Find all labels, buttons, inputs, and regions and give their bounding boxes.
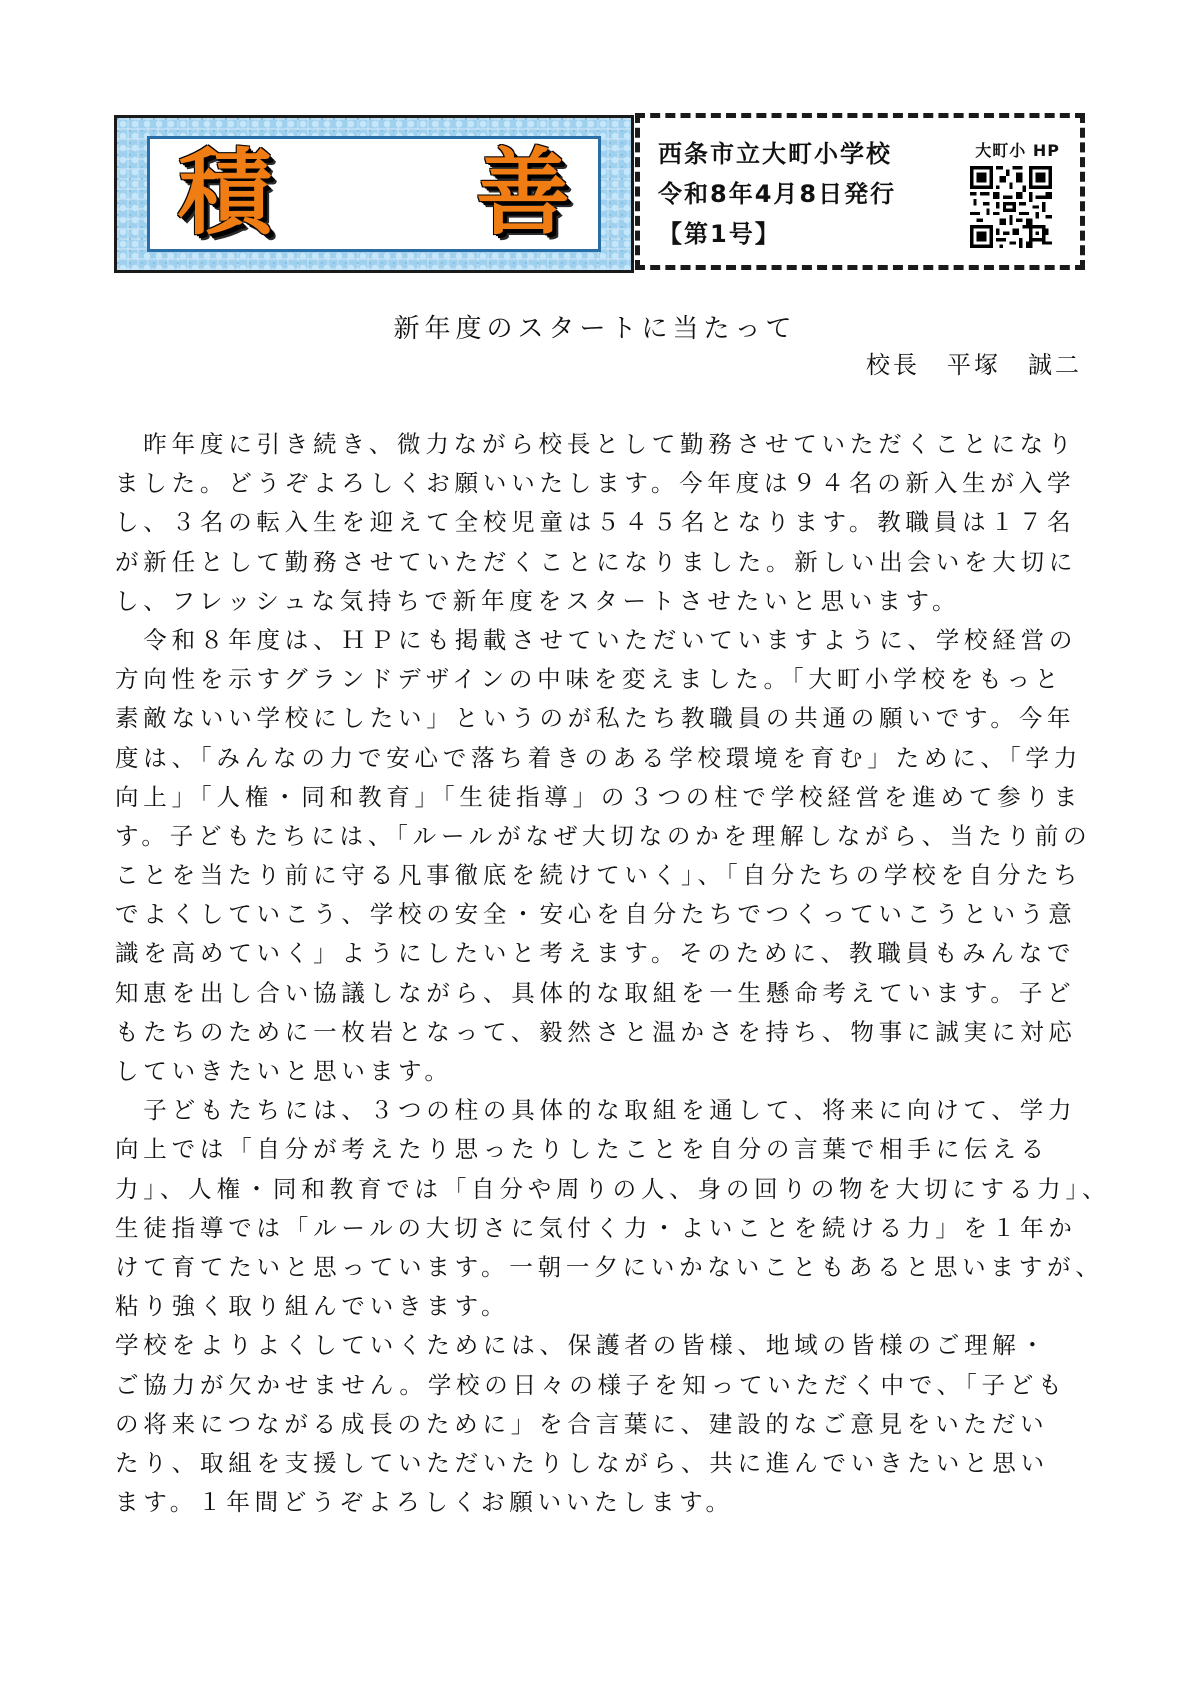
body-line: たり、取組を支援していただいたりしながら、共に進んでいきたいと思い [115, 1448, 1049, 1477]
body-line: 度は、「みんなの力で安心で落ち着きのある学校環境を育む」ために、「学力 [115, 743, 1082, 772]
article-headline: 新年度のスタートに当たって [393, 314, 797, 344]
issue-date: 令和8年4月8日発行 [658, 180, 897, 208]
body-line: ます。１年間どうぞよろしくお願いいたします。 [115, 1488, 734, 1517]
body-line: 力」、人権・同和教育では「自分や周りの人、身の回りの物を大切にする力」、 [115, 1174, 1111, 1203]
body-line: が新任として勤務させていただくことになりました。新しい出会いを大切に [115, 547, 1078, 576]
article-body [115, 425, 1111, 1522]
article-byline: 校長 平塚 誠二 [866, 351, 1082, 379]
body-line: 知恵を出し合い協議しながら、具体的な取組を一生懸命考えています。子ど [115, 978, 1076, 1007]
title-char-seki: 積 [178, 139, 273, 248]
body-line: 令和８年度は、ＨＰにも掲載させていただいていますように、学校経営の [115, 625, 1078, 654]
body-line: 向上では「自分が考えたり思ったりしたことを自分の言葉で相手に伝える [115, 1135, 1049, 1164]
qr-code-icon[interactable] [970, 166, 1052, 248]
body-line: 子どもたちには、３つの柱の具体的な取組を通して、将来に向けて、学力 [115, 1096, 1077, 1125]
school-name: 西条市立大町小学校 [658, 140, 892, 168]
body-line: の将来につながる成長のために」を合言葉に、建設的なご意見をいただい [115, 1409, 1049, 1438]
body-line: 識を高めていく」ようにしたいと考えます。そのために、教職員もみんなで [115, 939, 1076, 968]
body-line: 向上」「人権・同和教育」「生徒指導」の３つの柱で学校経営を進めて参りま [115, 782, 1082, 811]
body-line: 学校をよりよくしていくためには、保護者の皆様、地域の皆様のご理解・ [115, 1331, 1049, 1360]
title-banner-inner [147, 136, 601, 252]
body-line: ました。どうぞよろしくお願いいたします。今年度は９４名の新入生が入学 [115, 469, 1076, 498]
body-line: す。子どもたちには、「ルールがなぜ大切なのかを理解しながら、当たり前の [115, 821, 1092, 850]
body-line: 素敵ないい学校にしたい」というのが私たち教職員の共通の願いです。今年 [115, 704, 1076, 733]
body-line: もたちのために一枚岩となって、毅然さと温かさを持ち、物事に誠実に対応 [115, 1017, 1077, 1046]
body-line: でよくしていこう、学校の安全・安心を自分たちでつくっていこうという意 [115, 900, 1077, 929]
issue-info-box [635, 113, 1085, 270]
title-banner [114, 115, 634, 273]
body-line: 昨年度に引き続き、微力ながら校長として勤務させていただくことになり [115, 430, 1077, 458]
hp-label: 大町小 HP [975, 141, 1060, 160]
body-line: 粘り強く取り組んでいきます。 [115, 1292, 510, 1321]
issue-number: 【第1号】 [658, 220, 781, 248]
body-line: ご協力が欠かせません。学校の日々の様子を知っていただく中で、「子ども [115, 1370, 1067, 1399]
body-line: ことを当たり前に守る凡事徹底を続けていく」、「自分たちの学校を自分たち [115, 861, 1082, 890]
body-line: し、フレッシュな気持ちで新年度をスタートさせたいと思います。 [115, 586, 961, 615]
body-line: し、３名の転入生を迎えて全校児童は５４５名となります。教職員は１７名 [115, 508, 1076, 537]
title-char-zen: 善 [475, 139, 570, 248]
body-line: 方向性を示すグランドデザインの中味を変えました。「大町小学校をもっと [115, 665, 1064, 694]
body-line: けて育てたいと思っています。一朝一夕にいかないこともあると思いますが、 [115, 1252, 1104, 1281]
body-line: 生徒指導では「ルールの大切さに気付く力・よいことを続ける力」を１年か [115, 1213, 1077, 1242]
body-line: していきたいと思います。 [115, 1057, 453, 1085]
